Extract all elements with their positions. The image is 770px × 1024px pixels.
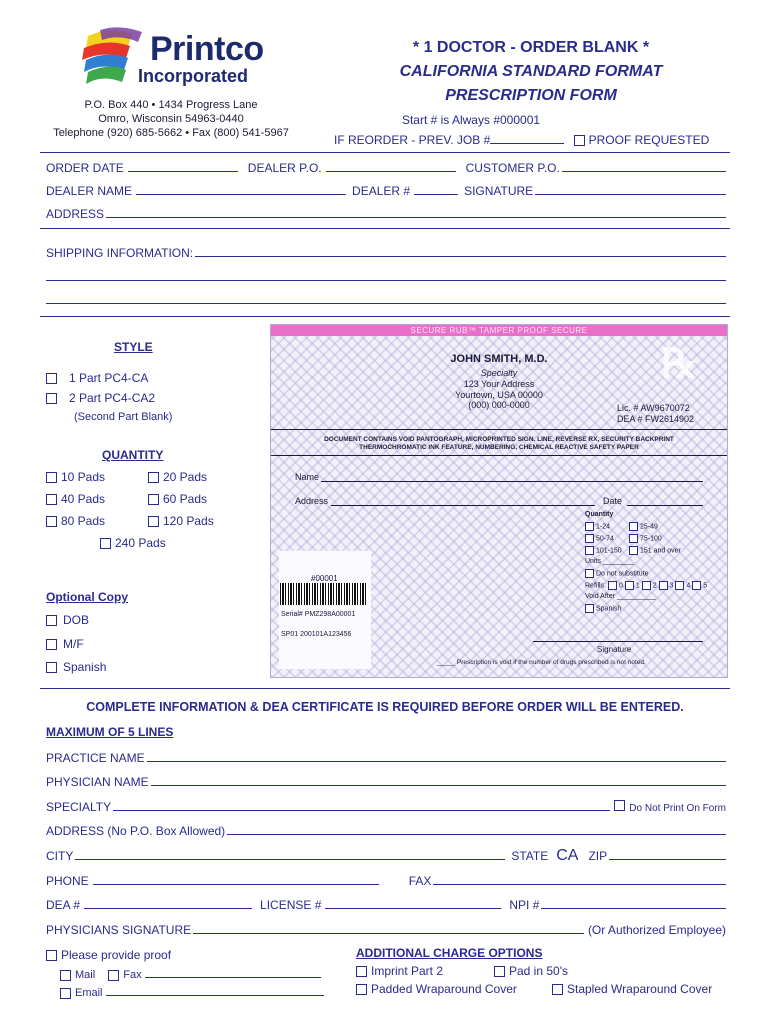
customer-po-field[interactable]: [562, 160, 726, 172]
rx-void-note: _____ Prescription is void if the number of drugs prescribed is not noted.: [437, 659, 646, 666]
order-row-1: [46, 160, 726, 175]
qty-240-label: 240 Pads: [115, 536, 166, 550]
rx-q1: 1-24: [596, 523, 611, 531]
practice-field[interactable]: [147, 750, 726, 762]
lower-address-label: ADDRESS (No P.O. Box Allowed): [46, 824, 226, 838]
divider: [40, 228, 730, 229]
rx-signature-line: [533, 641, 703, 642]
rx-number: #00001: [311, 574, 338, 583]
doctor-lic: Lic. # AW9670072: [617, 403, 690, 413]
checkbox[interactable]: [46, 393, 57, 404]
optional-heading: Optional Copy: [46, 590, 128, 604]
address-field[interactable]: [106, 206, 726, 218]
optional-dob-label: DOB: [63, 613, 90, 627]
checkbox[interactable]: [148, 516, 159, 527]
address-row: [46, 823, 726, 838]
checkbox[interactable]: [148, 472, 159, 483]
rx-refills-label: Refills:: [585, 582, 607, 590]
title-line-1: * 1 DOCTOR - ORDER BLANK *: [412, 39, 650, 56]
rx-q6: 151 and over: [640, 547, 681, 555]
do-not-print-label: Do Not Print On Form: [629, 803, 726, 814]
form-title: [336, 36, 726, 108]
reorder-label: IF REORDER - PREV. JOB #: [334, 133, 491, 147]
divider: [271, 455, 727, 456]
reorder-field[interactable]: [490, 132, 564, 144]
dea-label: DEA #: [46, 898, 81, 912]
fax-label: FAX: [408, 874, 432, 888]
zip-field[interactable]: [609, 848, 726, 860]
phone-row: [46, 873, 726, 888]
qty-40-label: 40 Pads: [61, 492, 106, 506]
checkbox[interactable]: [60, 988, 71, 999]
rx-void-note-text: Prescription is void if the number of drugs prescribed is not noted.: [456, 659, 646, 666]
doctor-dea: DEA # FW2614902: [617, 414, 695, 424]
checkbox[interactable]: [46, 615, 57, 626]
rx-name-label: Name: [295, 472, 320, 482]
checkbox[interactable]: [108, 970, 119, 981]
phys-sig-field[interactable]: [193, 922, 584, 934]
company-address: [46, 98, 296, 140]
doctor-address-2: Yourtown, USA 00000: [455, 390, 543, 400]
checkbox[interactable]: [552, 984, 563, 995]
checkbox[interactable]: [100, 538, 111, 549]
order-date-field[interactable]: [128, 160, 238, 172]
proof-label: PROOF REQUESTED: [588, 133, 710, 147]
style-option-2[interactable]: [46, 391, 155, 405]
prescription-sample: [270, 324, 728, 678]
rx-q2: 25-49: [640, 523, 658, 531]
dealer-name-field[interactable]: [136, 183, 346, 195]
rx-refills: [585, 581, 707, 590]
physician-label: PHYSICIAN NAME: [46, 775, 149, 789]
shipping-field-2[interactable]: [46, 280, 726, 281]
city-field[interactable]: [75, 848, 505, 860]
shipping-label: SHIPPING INFORMATION:: [46, 246, 194, 260]
checkbox[interactable]: [46, 373, 57, 384]
barcode: [280, 583, 368, 605]
optional-dob[interactable]: [46, 613, 89, 627]
padded-option[interactable]: [356, 982, 517, 996]
rx-address-line: [331, 505, 595, 506]
lower-address-field[interactable]: [227, 823, 726, 835]
divider: [271, 429, 727, 430]
checkbox[interactable]: [356, 966, 367, 977]
practice-label: PRACTICE NAME: [46, 751, 145, 765]
checkbox[interactable]: [46, 950, 57, 961]
rx-q5: 101-150: [596, 547, 622, 555]
rx-void-after: Void After __________: [585, 593, 656, 600]
imprint-option[interactable]: [356, 964, 443, 978]
optional-mf[interactable]: [46, 637, 84, 651]
additional-options-heading: ADDITIONAL CHARGE OPTIONS: [356, 946, 543, 960]
rx-date-line: [627, 505, 703, 506]
city-row: [46, 847, 726, 865]
rx-r2: 2: [652, 582, 657, 590]
fax-proof-field[interactable]: [145, 966, 321, 978]
divider: [40, 152, 730, 153]
physician-field[interactable]: [151, 774, 726, 786]
checkbox[interactable]: [60, 970, 71, 981]
proof-email: [60, 984, 324, 999]
stapled-option[interactable]: [552, 982, 712, 996]
email-label: Email: [75, 987, 103, 999]
dea-field[interactable]: [84, 897, 252, 909]
qty-40[interactable]: [46, 492, 105, 506]
padded-label: Padded Wraparound Cover: [371, 982, 517, 996]
rx-units-label: Units: [585, 558, 601, 565]
rx-r1: 1: [635, 582, 640, 590]
rx-nosub: Do not substitute: [596, 570, 649, 578]
proof-checkbox[interactable]: [574, 135, 585, 146]
company-name-2: Incorporated: [138, 66, 249, 86]
max-lines-heading: MAXIMUM OF 5 LINES: [46, 725, 174, 739]
authorized-label: (Or Authorized Employee): [587, 923, 726, 937]
npi-field[interactable]: [541, 897, 726, 909]
style-note: (Second Part Blank): [74, 411, 173, 423]
divider: [40, 316, 730, 317]
dea-row: [46, 897, 726, 912]
checkbox[interactable]: [46, 494, 57, 505]
pad50-label: Pad in 50's: [509, 964, 568, 978]
rx-void-after-label: Void After: [585, 593, 615, 600]
qty-80-label: 80 Pads: [61, 514, 106, 528]
proof-option-label: Please provide proof: [61, 948, 172, 962]
barcode-box: [279, 551, 371, 669]
qty-60[interactable]: [148, 492, 207, 506]
qty-80[interactable]: [46, 514, 105, 528]
title-line-3: PRESCRIPTION FORM: [445, 87, 617, 104]
title-line-2: CALIFORNIA STANDARD FORMAT: [399, 63, 663, 80]
dealer-name-label: DEALER NAME: [46, 184, 133, 198]
address-label: ADDRESS: [46, 207, 105, 221]
optional-spanish[interactable]: [46, 660, 106, 674]
specialty-label: SPECIALTY: [46, 800, 112, 814]
rx-quantity-label: Quantity: [585, 511, 614, 518]
qty-10-label: 10 Pads: [61, 470, 106, 484]
signature-label: SIGNATURE: [464, 184, 534, 198]
complete-note: COMPLETE INFORMATION & DEA CERTIFICATE IS REQUIRED BEFORE ORDER WILL BE ENTERED.: [86, 700, 684, 714]
secure-band: SECURE RUB™ TAMPER PROOF SECURE: [271, 325, 727, 336]
rx-r4: 4: [686, 582, 691, 590]
do-not-print-checkbox[interactable]: [614, 800, 625, 811]
company-name: Printco: [150, 30, 264, 68]
stapled-label: Stapled Wraparound Cover: [567, 982, 713, 996]
doctor-name: JOHN SMITH, M.D.: [450, 353, 548, 365]
rx-serial: Serial# PMZ298A00001: [281, 611, 356, 618]
doctor-specialty: Specialty: [480, 368, 518, 378]
checkbox[interactable]: [148, 494, 159, 505]
qty-120[interactable]: [148, 514, 214, 528]
rx-q3: 50-74: [596, 535, 614, 543]
shipping-field-1[interactable]: [195, 245, 726, 257]
optional-spanish-label: Spanish: [63, 660, 107, 674]
company-phone: Telephone (920) 685-5662 • Fax (800) 541-5967: [53, 127, 289, 139]
checkbox[interactable]: [494, 966, 505, 977]
order-row-2: [46, 183, 726, 198]
company-address-1: P.O. Box 440 • 1434 Progress Lane: [84, 99, 258, 111]
physician-row: [46, 774, 726, 789]
imprint-label: Imprint Part 2: [371, 964, 444, 978]
rx-name-line: [321, 481, 703, 482]
phone-field[interactable]: [93, 873, 379, 885]
checkbox[interactable]: [46, 516, 57, 527]
pad50-option[interactable]: [494, 964, 568, 978]
signature-field[interactable]: [535, 183, 726, 195]
rx-q4: 75-100: [640, 535, 662, 543]
order-date-label: ORDER DATE: [46, 161, 124, 175]
company-address-2: Omro, Wisconsin 54963-0440: [98, 113, 244, 125]
rx-r3: 3: [669, 582, 674, 590]
phys-sig-row: [46, 922, 726, 937]
checkbox[interactable]: [46, 662, 57, 673]
qty-10[interactable]: [46, 470, 105, 484]
doctor-address-1: 123 Your Address: [463, 379, 535, 389]
license-field[interactable]: [325, 897, 501, 909]
divider: [40, 688, 730, 689]
dealer-num-field[interactable]: [414, 183, 458, 195]
city-label: CITY: [46, 849, 74, 863]
reorder-row: [334, 132, 709, 147]
optional-mf-label: M/F: [63, 637, 84, 651]
checkbox[interactable]: [46, 639, 57, 650]
security-note-1: DOCUMENT CONTAINS VOID PANTOGRAPH, MICROPRINTED SIGN. LINE, REVERSE RX, SECURITY BACKPRINT: [324, 436, 674, 443]
specialty-field[interactable]: [113, 799, 610, 811]
practice-row: [46, 750, 726, 765]
rx-sp: SP01 200101A123456: [281, 631, 352, 638]
state-label: STATE: [511, 849, 549, 863]
order-row-3: [46, 206, 726, 221]
mail-label: Mail: [75, 969, 96, 981]
dealer-po-field[interactable]: [326, 160, 456, 172]
phys-sig-label: PHYSICIANS SIGNATURE: [46, 923, 192, 937]
rx-signature-label: Signature: [597, 645, 632, 654]
proof-option[interactable]: [46, 948, 171, 962]
rx-units: Units ________: [585, 558, 635, 565]
security-note-2: THERMOCHROMATIC INK FEATURE, NUMBERING, CHEMICAL REACTIVE SAFETY PAPER: [359, 444, 639, 451]
style-option-1-label: 1 Part PC4-CA: [69, 371, 149, 385]
rx-address-label: Address: [295, 496, 329, 506]
rx-r5: 5: [703, 582, 708, 590]
phone-label: PHONE: [46, 874, 89, 888]
rx-spanish: Spanish: [596, 605, 622, 613]
proof-mail-fax: [60, 966, 321, 981]
fax-option-label: Fax: [123, 969, 142, 981]
dealer-po-label: DEALER P.O.: [247, 161, 322, 175]
dealer-num-label: DEALER #: [352, 184, 411, 198]
state-value[interactable]: CA: [556, 847, 579, 864]
style-heading: STYLE: [114, 340, 153, 354]
rx-date-label: Date: [603, 496, 623, 506]
doctor-phone: (000) 000-0000: [468, 400, 530, 410]
customer-po-label: CUSTOMER P.O.: [465, 161, 560, 175]
qty-60-label: 60 Pads: [163, 492, 208, 506]
npi-label: NPI #: [509, 898, 540, 912]
rx-r0: 0: [618, 582, 623, 590]
qty-20-label: 20 Pads: [163, 470, 208, 484]
style-option-1[interactable]: [46, 371, 148, 385]
qty-240[interactable]: [100, 536, 166, 550]
checkbox[interactable]: [46, 472, 57, 483]
quantity-heading: QUANTITY: [102, 448, 164, 462]
specialty-row: [46, 799, 726, 814]
start-note: Start # is Always #000001: [401, 113, 541, 127]
fax-field[interactable]: [433, 873, 726, 885]
checkbox[interactable]: [356, 984, 367, 995]
zip-label: ZIP: [588, 849, 608, 863]
style-option-2-label: 2 Part PC4-CA2: [69, 391, 156, 405]
rx-watermark-icon: ℞: [661, 342, 697, 386]
qty-20[interactable]: [148, 470, 207, 484]
qty-120-label: 120 Pads: [163, 514, 214, 528]
shipping-field-3[interactable]: [46, 303, 726, 304]
shipping-row: [46, 245, 726, 260]
license-label: LICENSE #: [260, 898, 322, 912]
email-proof-field[interactable]: [106, 984, 324, 996]
